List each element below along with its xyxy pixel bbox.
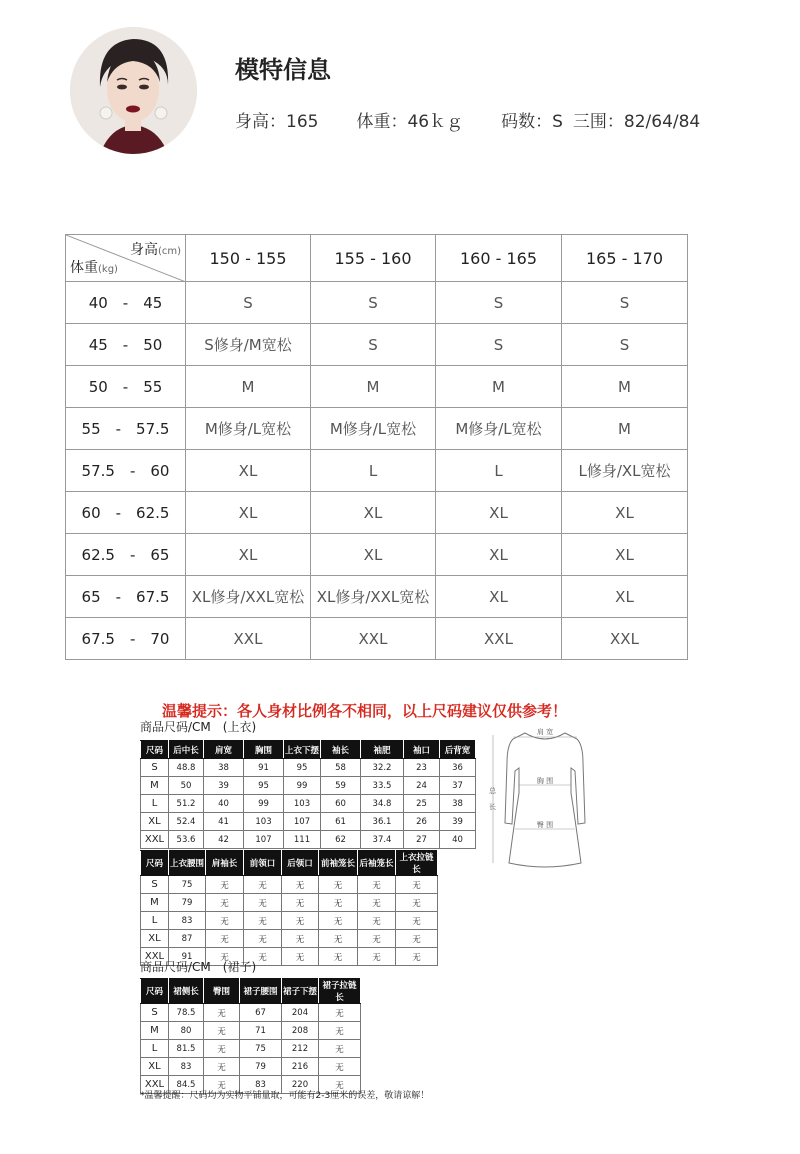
measurement-cell: 71: [240, 1022, 282, 1040]
measurement-cell: 40: [204, 795, 244, 813]
measurement-cell: 无: [206, 948, 244, 966]
height-range-header: 155 - 160: [311, 235, 436, 282]
recommended-size-cell: S: [311, 324, 436, 366]
model-weight: 体重：46ｋｇ: [356, 112, 464, 132]
size-table-header: 前袖笼长: [319, 851, 358, 876]
weight-range-cell: 67.5 - 70: [66, 618, 186, 660]
measurement-cell: 216: [282, 1058, 319, 1076]
recommended-size-cell: M修身/L宽松: [436, 408, 562, 450]
weight-row: [66, 618, 688, 660]
size-table-header: 裙子下摆: [282, 979, 319, 1004]
model-measurements: 三围：82/64/84: [572, 112, 701, 132]
measurement-cell: 无: [282, 894, 319, 912]
size-table-header: 臀围: [204, 979, 240, 1004]
measurement-cell: 212: [282, 1040, 319, 1058]
measurement-cell: 无: [204, 1004, 240, 1022]
size-table-header: 后背宽: [440, 741, 476, 759]
skirt-size-label: 商品尺码/CM (裙子): [140, 960, 257, 974]
size-table-header: 尺码: [141, 979, 169, 1004]
size-code-cell: L: [141, 795, 169, 813]
height-range-header: 160 - 165: [436, 235, 562, 282]
weight-range-cell: 40 - 45: [66, 282, 186, 324]
measurement-cell: 103: [284, 795, 321, 813]
recommended-size-cell: L: [436, 450, 562, 492]
recommended-size-cell: M修身/L宽松: [186, 408, 311, 450]
measurement-cell: 无: [204, 1076, 240, 1094]
measurement-cell: 83: [169, 1058, 204, 1076]
measurement-cell: 78.5: [169, 1004, 204, 1022]
size-table-row: [141, 894, 438, 912]
size-table-row: [141, 795, 476, 813]
measurement-cell: 84.5: [169, 1076, 204, 1094]
size-code-cell: S: [141, 1004, 169, 1022]
weight-range-cell: 62.5 - 65: [66, 534, 186, 576]
size-table-header: 尺码: [141, 741, 169, 759]
measurement-cell: 48.8: [169, 759, 204, 777]
measurement-cell: 39: [440, 813, 476, 831]
weight-row: [66, 576, 688, 618]
measurement-cell: 无: [319, 1040, 361, 1058]
measurement-cell: 79: [169, 894, 206, 912]
recommended-size-cell: XL: [436, 534, 562, 576]
weight-row: [66, 366, 688, 408]
diagram-total-length-label-2: 长: [489, 803, 496, 811]
measurement-cell: 25: [404, 795, 440, 813]
measurement-cell: 无: [319, 1076, 361, 1094]
height-header-row: [66, 235, 688, 282]
model-portrait-image: [70, 27, 197, 154]
recommended-size-cell: S: [311, 282, 436, 324]
measurement-cell: 无: [282, 930, 319, 948]
measurement-cell: 无: [319, 1022, 361, 1040]
corner-height-unit: (cm): [157, 246, 181, 257]
reference-tip: 温馨提示：各人身材比例各不相同，以上尺码建议仅供参考！: [162, 702, 568, 720]
measurement-cell: 无: [244, 876, 282, 894]
recommended-size-cell: XL: [562, 534, 688, 576]
measurement-cell: 103: [244, 813, 284, 831]
measurement-cell: 无: [244, 930, 282, 948]
measurement-cell: 无: [206, 912, 244, 930]
weight-range-cell: 57.5 - 60: [66, 450, 186, 492]
measurement-cell: 无: [396, 912, 438, 930]
recommended-size-cell: XL: [436, 576, 562, 618]
size-table-header: 肩宽: [204, 741, 244, 759]
measurement-cell: 无: [282, 948, 319, 966]
garment-measurement-diagram: [485, 723, 605, 888]
corner-weight-label: 体重: [70, 260, 98, 276]
weight-range-cell: 50 - 55: [66, 366, 186, 408]
measurement-cell: 无: [319, 1004, 361, 1022]
size-table-header: 裙子腰围: [240, 979, 282, 1004]
recommended-size-cell: M: [562, 366, 688, 408]
weight-row: [66, 324, 688, 366]
recommended-size-cell: M修身/L宽松: [311, 408, 436, 450]
measurement-cell: 无: [282, 912, 319, 930]
weight-row: [66, 492, 688, 534]
recommended-size-cell: S修身/M宽松: [186, 324, 311, 366]
size-recommendation-table: [65, 234, 688, 660]
top-size-label: 商品尺码/CM (上衣): [140, 720, 257, 734]
size-table-row: [141, 777, 476, 795]
size-table-row: [141, 912, 438, 930]
recommended-size-cell: XL修身/XXL宽松: [311, 576, 436, 618]
measurement-cell: 75: [240, 1040, 282, 1058]
weight-row: [66, 282, 688, 324]
measurement-cell: 53.6: [169, 831, 204, 849]
measurement-cell: 95: [284, 759, 321, 777]
recommended-size-cell: XL: [186, 534, 311, 576]
size-table-header: 后中长: [169, 741, 204, 759]
measurement-cell: 37: [440, 777, 476, 795]
recommended-size-cell: XXL: [311, 618, 436, 660]
size-table-row: [141, 1004, 361, 1022]
measurement-cell: 107: [244, 831, 284, 849]
size-table-row: [141, 759, 476, 777]
measurement-cell: 32.2: [361, 759, 404, 777]
size-table-row: [141, 1022, 361, 1040]
recommended-size-cell: XL: [562, 576, 688, 618]
weight-row: [66, 408, 688, 450]
size-table-header: 尺码: [141, 851, 169, 876]
skirt-size-table: [140, 978, 361, 1094]
size-table-header: 前领口: [244, 851, 282, 876]
size-table-header: 裙侧长: [169, 979, 204, 1004]
measurement-cell: 无: [358, 948, 396, 966]
size-code-cell: XXL: [141, 1076, 169, 1094]
measurement-cell: 60: [321, 795, 361, 813]
recommended-size-cell: M: [436, 366, 562, 408]
measurement-cell: 38: [440, 795, 476, 813]
measurement-cell: 81.5: [169, 1040, 204, 1058]
size-table-header-row: [141, 851, 438, 876]
size-table-row: [141, 831, 476, 849]
height-range-header: 150 - 155: [186, 235, 311, 282]
size-table-row: [141, 876, 438, 894]
measurement-cell: 无: [396, 876, 438, 894]
top-size-table-1: [140, 740, 476, 849]
model-info-title: 模特信息: [235, 56, 331, 84]
model-avatar: [70, 27, 197, 154]
recommended-size-cell: XL: [186, 492, 311, 534]
recommended-size-cell: XL: [186, 450, 311, 492]
measurement-cell: 无: [204, 1040, 240, 1058]
recommended-size-cell: XL: [311, 534, 436, 576]
measurement-cell: 38: [204, 759, 244, 777]
measurement-cell: 无: [396, 948, 438, 966]
measurement-cell: 95: [244, 777, 284, 795]
corner-cell: [66, 235, 186, 282]
weight-range-cell: 45 - 50: [66, 324, 186, 366]
measurement-cell: 无: [244, 948, 282, 966]
size-table-header: 肩袖长: [206, 851, 244, 876]
measurement-cell: 51.2: [169, 795, 204, 813]
recommended-size-cell: S: [562, 282, 688, 324]
measurement-cell: 61: [321, 813, 361, 831]
model-height: 身高：165: [235, 112, 319, 132]
recommended-size-cell: L: [311, 450, 436, 492]
measurement-cell: 无: [319, 876, 358, 894]
measurement-cell: 42: [204, 831, 244, 849]
measurement-cell: 91: [244, 759, 284, 777]
size-table-row: [141, 813, 476, 831]
size-table-header: 上衣腰围: [169, 851, 206, 876]
measurement-cell: 无: [358, 894, 396, 912]
recommended-size-cell: XL: [436, 492, 562, 534]
recommended-size-cell: XXL: [186, 618, 311, 660]
model-stats: [235, 107, 738, 132]
measurement-cell: 无: [244, 894, 282, 912]
measurement-cell: 208: [282, 1022, 319, 1040]
recommended-size-cell: XXL: [436, 618, 562, 660]
measurement-cell: 无: [319, 948, 358, 966]
size-code-cell: XXL: [141, 831, 169, 849]
size-code-cell: XL: [141, 1058, 169, 1076]
measurement-cell: 40: [440, 831, 476, 849]
recommended-size-cell: XL: [311, 492, 436, 534]
measurement-cell: 41: [204, 813, 244, 831]
measurement-cell: 无: [358, 912, 396, 930]
recommended-size-cell: XXL: [562, 618, 688, 660]
measurement-cell: 无: [358, 876, 396, 894]
measurement-cell: 无: [204, 1058, 240, 1076]
size-table-header: 袖肥: [361, 741, 404, 759]
weight-range-cell: 65 - 67.5: [66, 576, 186, 618]
size-table-header: 胸围: [244, 741, 284, 759]
diagram-hip-label: 臀 围: [536, 821, 554, 829]
corner-weight-unit: (kg): [98, 264, 118, 275]
recommended-size-cell: M: [311, 366, 436, 408]
size-code-cell: XL: [141, 930, 169, 948]
measurement-cell: 无: [282, 876, 319, 894]
size-table-header: 袖长: [321, 741, 361, 759]
measurement-cell: 34.8: [361, 795, 404, 813]
measurement-cell: 99: [284, 777, 321, 795]
measurement-cell: 26: [404, 813, 440, 831]
size-table-header-row: [141, 979, 361, 1004]
measurement-cell: 无: [206, 876, 244, 894]
weight-row: [66, 450, 688, 492]
size-code-cell: S: [141, 876, 169, 894]
recommended-size-cell: S: [562, 324, 688, 366]
measurement-cell: 107: [284, 813, 321, 831]
measurement-cell: 无: [244, 912, 282, 930]
size-code-cell: L: [141, 912, 169, 930]
measurement-cell: 83: [169, 912, 206, 930]
recommended-size-cell: M: [562, 408, 688, 450]
measurement-cell: 204: [282, 1004, 319, 1022]
measurement-cell: 79: [240, 1058, 282, 1076]
measurement-cell: 无: [206, 894, 244, 912]
measurement-cell: 62: [321, 831, 361, 849]
recommended-size-cell: S: [436, 324, 562, 366]
measurement-cell: 80: [169, 1022, 204, 1040]
recommended-size-cell: M: [186, 366, 311, 408]
measurement-cell: 无: [319, 894, 358, 912]
size-table-header: 后领口: [282, 851, 319, 876]
top-size-table-2: [140, 850, 438, 966]
weight-range-cell: 60 - 62.5: [66, 492, 186, 534]
diagram-shoulder-label: 肩 宽: [536, 728, 554, 736]
measurement-cell: 99: [244, 795, 284, 813]
measurement-cell: 无: [396, 930, 438, 948]
measurement-cell: 23: [404, 759, 440, 777]
height-range-header: 165 - 170: [562, 235, 688, 282]
size-code-cell: M: [141, 894, 169, 912]
diagram-chest-label: 胸 围: [536, 777, 554, 785]
measurement-cell: 83: [240, 1076, 282, 1094]
size-table-header: 裙子拉链长: [319, 979, 361, 1004]
recommended-size-cell: L修身/XL宽松: [562, 450, 688, 492]
measurement-cell: 无: [319, 1058, 361, 1076]
size-code-cell: M: [141, 1022, 169, 1040]
measurement-cell: 67: [240, 1004, 282, 1022]
measurement-footnote: *温馨提醒：尺码均为实物平铺量取，可能有2-3厘米的误差，敬请谅解！: [140, 1091, 430, 1101]
size-table-header-row: [141, 741, 476, 759]
diagram-total-length-label-1: 总: [489, 787, 496, 795]
size-table-header: 袖口: [404, 741, 440, 759]
measurement-cell: 50: [169, 777, 204, 795]
measurement-cell: 无: [204, 1022, 240, 1040]
measurement-cell: 无: [206, 930, 244, 948]
measurement-cell: 220: [282, 1076, 319, 1094]
recommended-size-cell: S: [436, 282, 562, 324]
size-code-cell: M: [141, 777, 169, 795]
measurement-cell: 无: [319, 912, 358, 930]
size-table-header: 后袖笼长: [358, 851, 396, 876]
size-code-cell: S: [141, 759, 169, 777]
measurement-cell: 111: [284, 831, 321, 849]
measurement-cell: 36: [440, 759, 476, 777]
measurement-cell: 无: [396, 894, 438, 912]
weight-row: [66, 534, 688, 576]
measurement-cell: 27: [404, 831, 440, 849]
corner-height-label: 身高: [129, 242, 158, 258]
measurement-cell: 33.5: [361, 777, 404, 795]
measurement-cell: 39: [204, 777, 244, 795]
size-table-header: 上衣拉链长: [396, 851, 438, 876]
size-table-row: [141, 1040, 361, 1058]
measurement-cell: 37.4: [361, 831, 404, 849]
measurement-cell: 58: [321, 759, 361, 777]
size-code-cell: XL: [141, 813, 169, 831]
model-size-code: 码数：S: [501, 112, 563, 132]
size-code-cell: L: [141, 1040, 169, 1058]
measurement-cell: 无: [319, 930, 358, 948]
size-code-cell: XXL: [141, 948, 169, 966]
recommended-size-cell: XL修身/XXL宽松: [186, 576, 311, 618]
size-table-row: [141, 930, 438, 948]
size-table-row: [141, 1058, 361, 1076]
measurement-cell: 36.1: [361, 813, 404, 831]
measurement-cell: 75: [169, 876, 206, 894]
measurement-cell: 59: [321, 777, 361, 795]
size-table-header: 上衣下摆: [284, 741, 321, 759]
recommended-size-cell: XL: [562, 492, 688, 534]
measurement-cell: 87: [169, 930, 206, 948]
measurement-cell: 24: [404, 777, 440, 795]
weight-range-cell: 55 - 57.5: [66, 408, 186, 450]
measurement-cell: 52.4: [169, 813, 204, 831]
measurement-cell: 无: [358, 930, 396, 948]
measurement-cell: 91: [169, 948, 206, 966]
recommended-size-cell: S: [186, 282, 311, 324]
